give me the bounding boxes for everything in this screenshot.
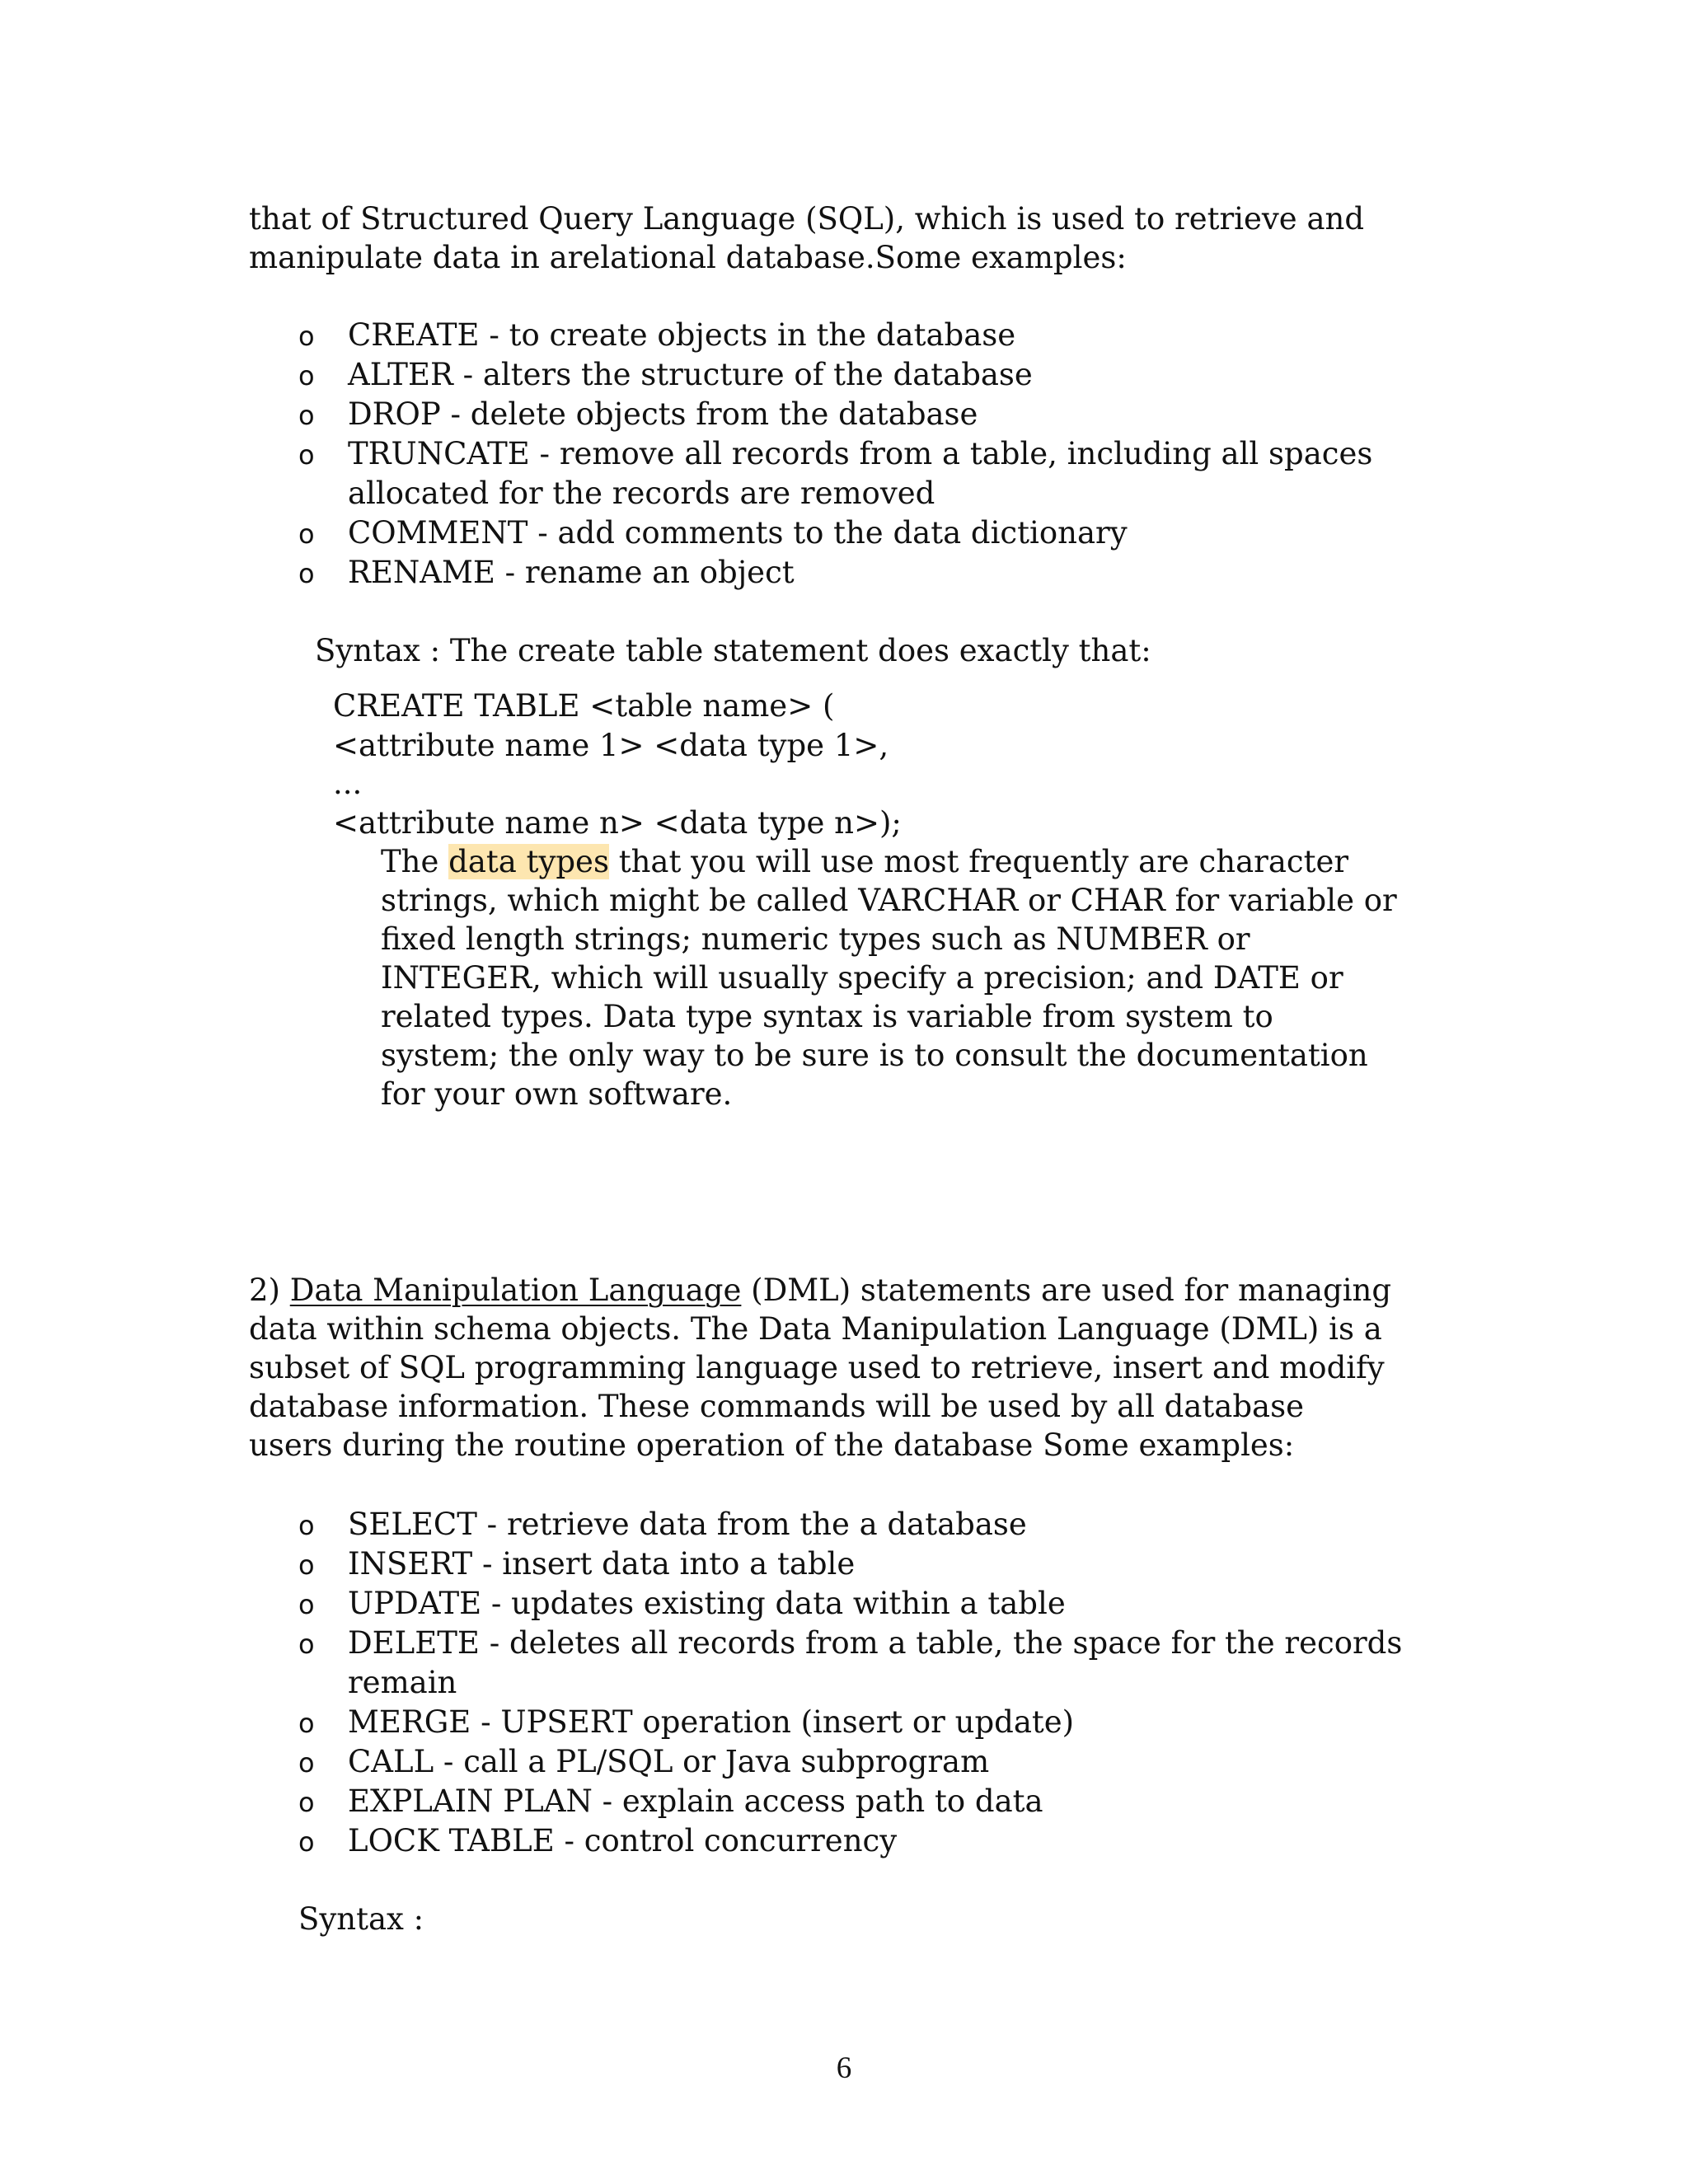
list-bullet: o [298,439,315,471]
intro-line-2: manipulate data in arelational database.Some examples: [249,240,1127,275]
list-bullet: o [298,321,315,352]
list-item: LOCK TABLE - control concurrency [348,1823,898,1858]
code-line: ... [333,766,363,801]
list-item: INSERT - insert data into a table [348,1546,856,1582]
list-bullet: o [298,1589,315,1620]
list-item: CREATE - to create objects in the database [348,317,1016,353]
dml-line: users during the routine operation of the database Some examples: [249,1427,1295,1463]
data-types-highlight: data types [448,844,609,879]
note-line: fixed length strings; numeric types such as NUMBER or [381,921,1250,957]
note-line-1-rest: that you will use most frequently are character [608,844,1349,879]
intro-line-1: that of Structured Query Language (SQL), which is used to retrieve and [249,201,1365,237]
list-bullet: o [298,360,315,391]
note-line: for your own software. [381,1076,733,1112]
note-line-1 [381,842,1348,881]
list-item: ALTER - alters the structure of the database [348,357,1033,392]
dml-line: data within schema objects. The Data Manipulation Language (DML) is a [249,1311,1382,1347]
dml-line-1-rest: (DML) statements are used for managing [741,1272,1392,1308]
list-bullet: o [298,518,315,550]
note-line: INTEGER, which will usually specify a precision; and DATE or [381,960,1343,996]
dml-title: Data Manipulation Language [289,1272,742,1308]
list-item: DROP - delete objects from the database [348,396,978,432]
list-item: SELECT - retrieve data from the a database [348,1507,1027,1542]
list-bullet: o [298,1708,315,1739]
list-item: COMMENT - add comments to the data dictionary [348,515,1128,551]
list-bullet: o [298,1510,315,1541]
list-bullet: o [298,400,315,431]
list-bullet: o [298,1629,315,1660]
dml-line-1 [249,1271,1391,1310]
list-item: EXPLAIN PLAN - explain access path to data [348,1783,1043,1819]
list-bullet: o [298,1549,315,1581]
note-prefix: The [381,844,449,879]
list-bullet: o [298,1826,315,1858]
list-item: UPDATE - updates existing data within a table [348,1586,1066,1621]
list-bullet: o [298,1747,315,1779]
note-line: system; the only way to be sure is to consult the documentation [381,1038,1368,1073]
list-item: DELETE - deletes all records from a table, the space for the records [348,1625,1403,1661]
section-number: 2) [249,1272,290,1308]
note-line: related types. Data type syntax is variable from system to [381,999,1273,1034]
list-bullet: o [298,558,315,589]
ddl-syntax-heading: Syntax : The create table statement does exactly that: [315,633,1151,668]
code-line: <attribute name n> <data type n>); [333,805,902,841]
dml-line: subset of SQL programming language used to retrieve, insert and modify [249,1350,1385,1385]
code-line: CREATE TABLE <table name> ( [333,688,835,724]
list-item: MERGE - UPSERT operation (insert or update) [348,1704,1075,1740]
list-item: TRUNCATE - remove all records from a table, including all spaces [348,436,1373,471]
list-item-continuation: remain [348,1665,457,1700]
list-bullet: o [298,1787,315,1818]
dml-syntax-heading: Syntax : [298,1901,424,1937]
list-item: CALL - call a PL/SQL or Java subprogram [348,1744,990,1779]
dml-line: database information. These commands will be used by all database [249,1389,1304,1424]
list-item-continuation: allocated for the records are removed [348,476,935,511]
note-line: strings, which might be called VARCHAR or CHAR for variable or [381,883,1397,918]
code-line: <attribute name 1> <data type 1>, [333,728,889,763]
list-item: RENAME - rename an object [348,555,795,590]
page-number: 6 [836,2051,852,2085]
